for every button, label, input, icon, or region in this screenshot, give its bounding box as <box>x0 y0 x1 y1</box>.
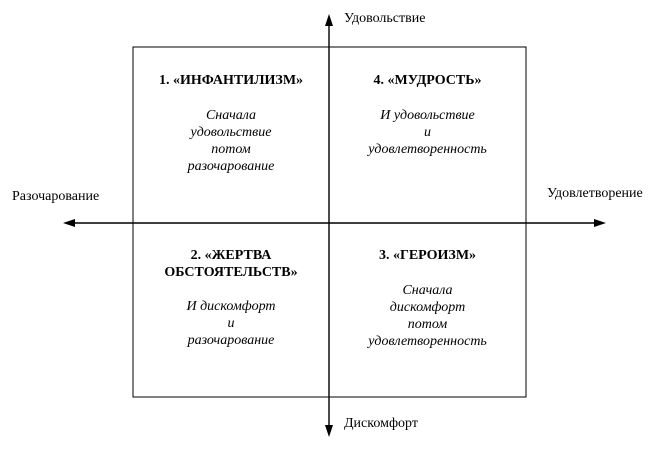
quadrant-description <box>329 282 526 350</box>
quadrant-description <box>329 107 526 158</box>
quadrant-title <box>329 72 526 89</box>
quadrant-desc-line: удовольствие <box>190 125 272 140</box>
quadrant-3 <box>329 247 526 350</box>
quadrant-title <box>329 247 526 264</box>
quadrant-title-line: ОБСТОЯТЕЛЬСТВ» <box>164 265 298 280</box>
quadrant-title-line: 3. «ГЕРОИЗМ» <box>378 248 477 263</box>
quadrant-desc-line: удовлетворенность <box>368 334 487 349</box>
quadrant-title-line: 4. «МУДРОСТЬ» <box>373 73 482 88</box>
quadrant-2 <box>133 247 329 349</box>
quadrant-title-line: 2. «ЖЕРТВА <box>190 248 272 263</box>
arrow-left-icon <box>63 219 75 227</box>
quadrant-desc-line: разочарование <box>187 333 275 348</box>
quadrant-desc-line: и <box>424 125 431 140</box>
quadrant-title <box>133 72 329 89</box>
arrow-right-icon <box>594 219 606 227</box>
quadrant-desc-line: дискомфорт <box>389 300 466 315</box>
quadrant-desc-line: и <box>227 316 235 331</box>
quadrant-1 <box>133 72 329 175</box>
axis-label-right: Удовлетворение <box>547 186 643 201</box>
quadrant-desc-line: разочарование <box>187 159 275 174</box>
axis-label-left: Разочарование <box>12 189 100 204</box>
quadrant-4 <box>329 72 526 158</box>
quadrant-desc-line: И дискомфорт <box>186 299 276 314</box>
axis-label-top: Удовольствие <box>344 11 426 26</box>
arrow-down-icon <box>325 425 333 437</box>
quadrant-title <box>133 247 329 281</box>
arrow-up-icon <box>325 14 333 26</box>
quadrant-title-line: 1. «ИНФАНТИЛИЗМ» <box>158 73 304 88</box>
quadrant-desc-line: потом <box>211 142 251 157</box>
quadrant-description <box>133 298 329 349</box>
quadrant-desc-line: Сначала <box>402 283 453 298</box>
quadrant-desc-line: Сначала <box>205 108 257 123</box>
axis-label-bottom: Дискомфорт <box>344 416 418 431</box>
quadrant-desc-line: И удовольствие <box>380 108 475 123</box>
quadrant-description <box>133 107 329 175</box>
quadrant-desc-line: потом <box>407 317 448 332</box>
quadrant-desc-line: удовлетворенность <box>368 142 487 157</box>
